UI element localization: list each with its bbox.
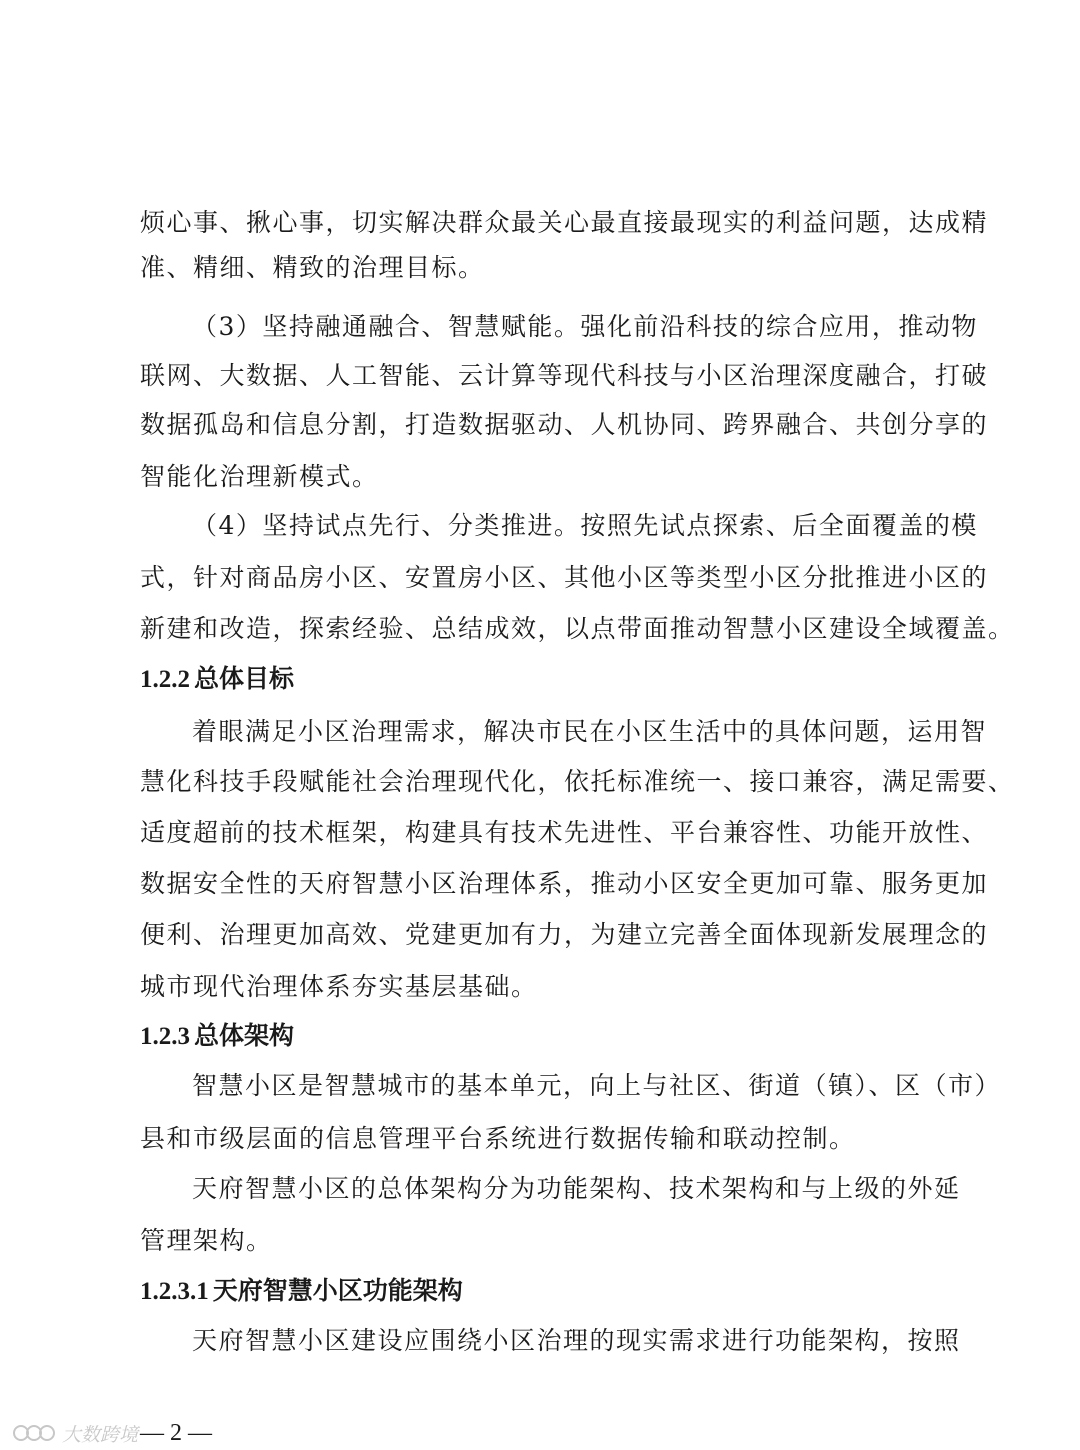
paragraph-line: 智能化治理新模式。 (140, 462, 379, 491)
paragraph-line: 式，针对商品房小区、安置房小区、其他小区等类型小区分批推进小区的 (140, 563, 989, 592)
paragraph-line: （3）坚持融通融合、智慧赋能。强化前沿科技的综合应用，推动物 (192, 312, 978, 341)
paragraph-line: 便利、治理更加高效、党建更加有力，为建立完善全面体现新发展理念的 (140, 920, 989, 949)
paragraph-line: 准、精细、精致的治理目标。 (140, 253, 485, 282)
page-number: — 2 — (140, 1420, 212, 1446)
watermark (12, 1418, 138, 1448)
paragraph-line: 数据安全性的天府智慧小区治理体系，推动小区安全更加可靠、服务更加 (140, 869, 989, 898)
section-title: 天府智慧小区功能架构 (212, 1276, 463, 1305)
section-heading (140, 1273, 463, 1310)
paragraph-line: （4）坚持试点先行、分类推进。按照先试点探索、后全面覆盖的模 (192, 511, 978, 540)
paragraph-line: 县和市级层面的信息管理平台系统进行数据传输和联动控制。 (140, 1124, 856, 1153)
paragraph-line: 智慧小区是智慧城市的基本单元，向上与社区、街道（镇）、区（市） (192, 1071, 1002, 1100)
section-number: 1.2.3.1 (140, 1278, 209, 1305)
section-number: 1.2.2 (140, 666, 190, 693)
watermark-logo-icon (12, 1420, 56, 1446)
paragraph-line: 烦心事、揪心事，切实解决群众最关心最直接最现实的利益问题，达成精 (140, 208, 989, 237)
paragraph-line: 城市现代治理体系夯实基层基础。 (140, 972, 538, 1001)
section-heading (140, 1018, 294, 1055)
section-heading (140, 661, 294, 698)
paragraph-line: 数据孤岛和信息分割，打造数据驱动、人机协同、跨界融合、共创分享的 (140, 410, 989, 439)
section-number: 1.2.3 (140, 1023, 190, 1050)
section-title: 总体目标 (194, 664, 295, 693)
paragraph-line: 联网、大数据、人工智能、云计算等现代科技与小区治理深度融合，打破 (140, 361, 989, 390)
paragraph-line: 新建和改造，探索经验、总结成效，以点带面推动智慧小区建设全域覆盖。 (140, 614, 1015, 643)
paragraph-line: 管理架构。 (140, 1226, 273, 1255)
section-title: 总体架构 (194, 1021, 295, 1050)
paragraph-line: 适度超前的技术框架，构建具有技术先进性、平台兼容性、功能开放性、 (140, 818, 989, 847)
paragraph-line: 天府智慧小区建设应围绕小区治理的现实需求进行功能架构，按照 (192, 1326, 961, 1355)
paragraph-line: 慧化科技手段赋能社会治理现代化，依托标准统一、接口兼容，满足需要、 (140, 767, 1015, 796)
paragraph-line: 天府智慧小区的总体架构分为功能架构、技术架构和与上级的外延 (192, 1174, 961, 1203)
paragraph-line: 着眼满足小区治理需求，解决市民在小区生活中的具体问题，运用智 (192, 717, 988, 746)
watermark-text: 大数跨境 (62, 1423, 139, 1446)
